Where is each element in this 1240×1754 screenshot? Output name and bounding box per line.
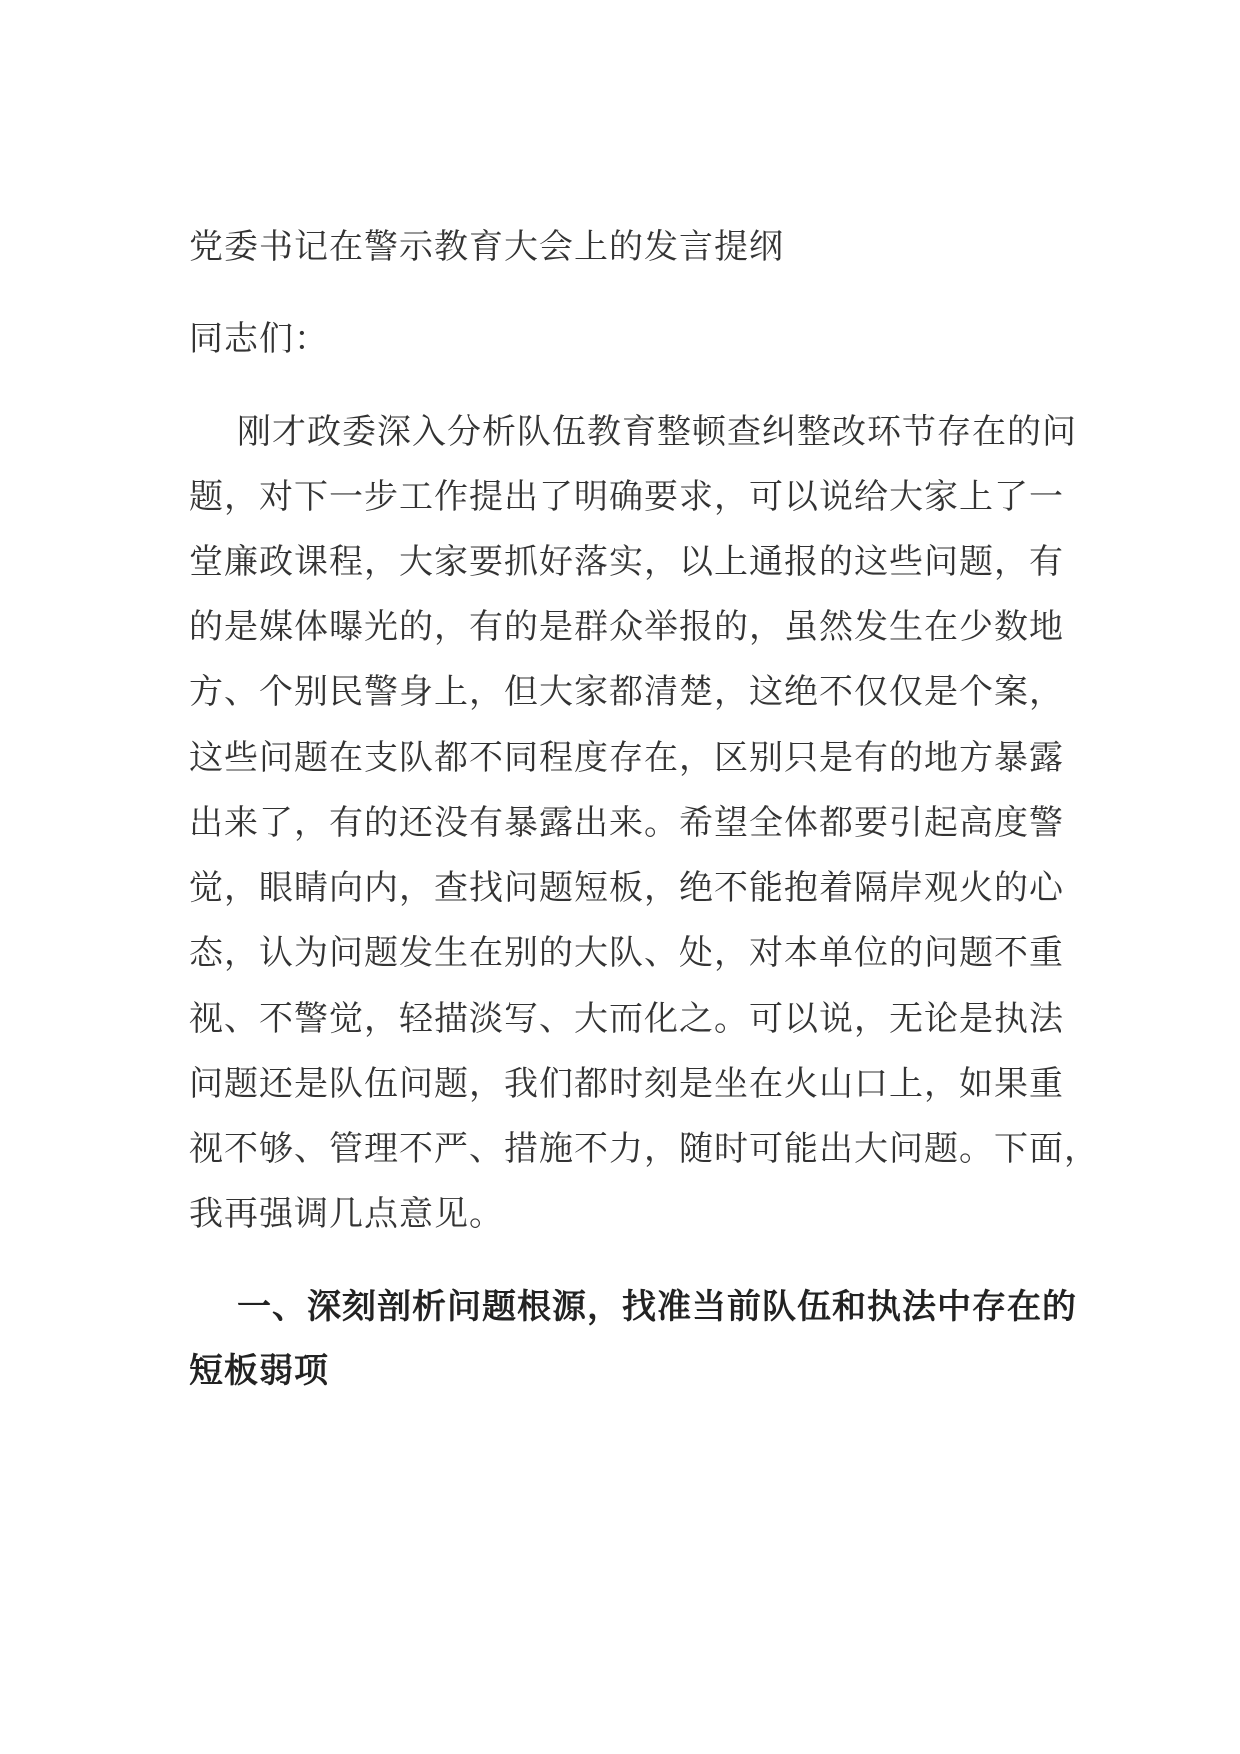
paragraph-line: 出来了，有的还没有暴露出来。希望全体都要引起高度警 [189, 803, 1064, 843]
paragraph-line: 堂廉政课程，大家要抓好落实，以上通报的这些问题，有 [189, 542, 1064, 582]
paragraph-line: 态，认为问题发生在别的大队、处，对本单位的问题不重 [189, 933, 1064, 973]
paragraph-line: 的是媒体曝光的，有的是群众举报的，虽然发生在少数地 [189, 607, 1064, 647]
greeting: 同志们： [189, 319, 329, 359]
paragraph-line: 视、不警觉，轻描淡写、大而化之。可以说，无论是执法 [189, 999, 1064, 1039]
paragraph-line: 视不够、管理不严、措施不力，随时可能出大问题。下面， [189, 1129, 1099, 1169]
document-title: 党委书记在警示教育大会上的发言提纲 [189, 227, 784, 267]
paragraph-line: 题，对下一步工作提出了明确要求，可以说给大家上了一 [189, 477, 1064, 517]
paragraph-line: 我再强调几点意见。 [189, 1194, 504, 1234]
paragraph-line: 觉，眼睛向内，查找问题短板，绝不能抱着隔岸观火的心 [189, 868, 1064, 908]
paragraph-line: 刚才政委深入分析队伍教育整顿查纠整改环节存在的问 [237, 412, 1077, 452]
paragraph-line: 方、个别民警身上，但大家都清楚，这绝不仅仅是个案， [189, 672, 1064, 712]
paragraph-line: 这些问题在支队都不同程度存在，区别只是有的地方暴露 [189, 738, 1064, 778]
paragraph-line: 问题还是队伍问题，我们都时刻是坐在火山口上，如果重 [189, 1064, 1064, 1104]
section-heading-line: 一、深刻剖析问题根源，找准当前队伍和执法中存在的 [237, 1287, 1077, 1327]
section-heading-line: 短板弱项 [189, 1351, 329, 1391]
